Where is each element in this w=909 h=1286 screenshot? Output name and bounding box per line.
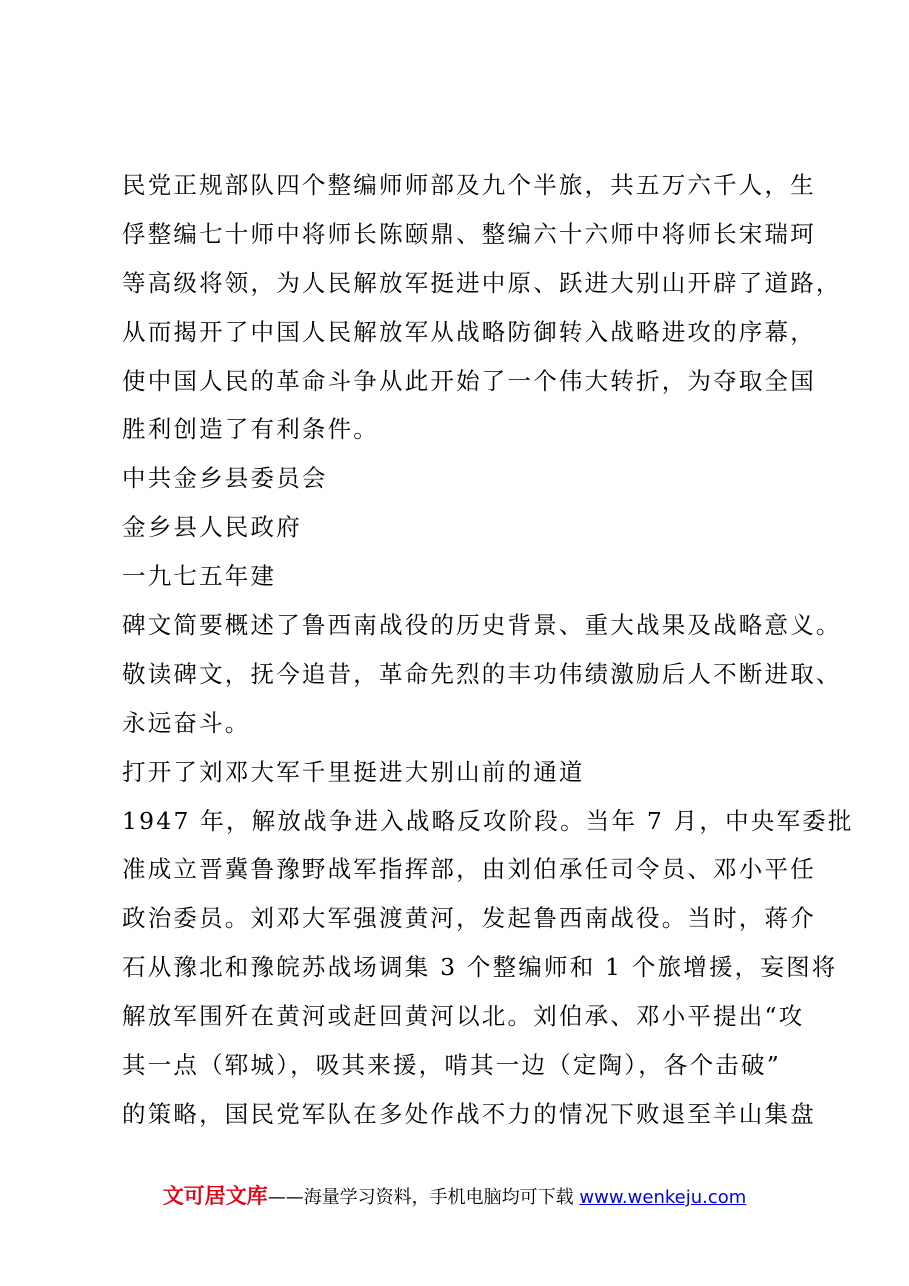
body-text-line: 从而揭开了中国人民解放军从战略防御转入战略进攻的序幕，: [122, 317, 816, 346]
footer-separator: ——: [267, 1187, 304, 1208]
footer-tagline: 海量学习资料，手机电脑均可下载: [303, 1187, 574, 1208]
section-heading: 打开了刘邓大军千里挺进大别山前的通道: [122, 757, 585, 786]
body-text-line: 石从豫北和豫皖苏战场调集 3 个整编师和 1 个旅增援，妄图将: [122, 953, 838, 982]
body-text-line: 准成立晋冀鲁豫野战军指挥部，由刘伯承任司令员、邓小平任: [122, 855, 816, 884]
body-text-line: 等高级将领，为人民解放军挺进中原、跃进大别山开辟了道路，: [122, 268, 842, 297]
body-text-line: 胜利创造了有利条件。: [122, 415, 379, 444]
body-text-line: 敬读碑文，抚今追昔，革命先烈的丰功伟绩激励后人不断进取、: [122, 659, 842, 688]
document-body: [122, 161, 854, 1139]
signature-line: 中共金乡县委员会: [122, 464, 328, 493]
body-text-line: 解放军围歼在黄河或赶回黄河以北。刘伯承、邓小平提出“攻: [122, 1002, 805, 1031]
body-text-line: 俘整编七十师中将师长陈颐鼎、整编六十六师中将师长宋瑞珂: [122, 219, 816, 248]
body-text-line: 民党正规部队四个整编师师部及九个半旅，共五万六千人，生: [122, 171, 816, 199]
body-text-line: 永远奋斗。: [122, 708, 251, 737]
body-text-line: 1947 年，解放战争进入战略反攻阶段。当年 7 月，中央军委批: [122, 806, 854, 835]
body-text-line: 碑文简要概述了鲁西南战役的历史背景、重大战果及战略意义。: [122, 611, 842, 640]
footer-website-link[interactable]: www.wenkeju.com: [579, 1187, 747, 1208]
body-text-line: 政治委员。刘邓大军强渡黄河，发起鲁西南战役。当时，蒋介: [122, 904, 816, 933]
date-line: 一九七五年建: [122, 562, 277, 591]
footer-brand: 文可居文库: [162, 1184, 268, 1208]
footer-banner: [0, 1180, 909, 1210]
body-text-line: 使中国人民的革命斗争从此开始了一个伟大转折，为夺取全国: [122, 366, 816, 395]
body-text-line: 其一点（郓城），吸其来援，啃其一边（定陶），各个击破”: [122, 1051, 781, 1080]
body-text-line: 的策略，国民党军队在多处作战不力的情况下败退至羊山集盘: [122, 1099, 816, 1128]
signature-line: 金乡县人民政府: [122, 513, 302, 542]
